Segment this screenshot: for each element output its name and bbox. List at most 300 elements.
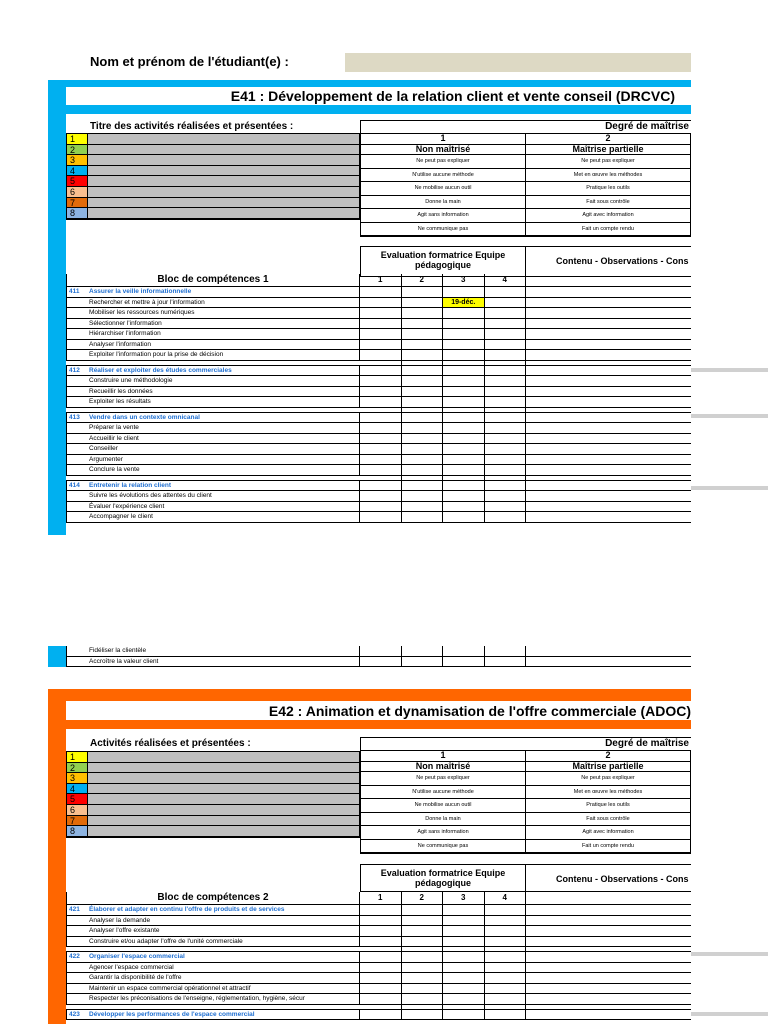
eval-cell[interactable] bbox=[485, 502, 527, 512]
eval-cell[interactable] bbox=[360, 994, 402, 1004]
eval-cell[interactable] bbox=[485, 916, 527, 926]
section-code: 422 bbox=[69, 953, 80, 960]
eval-cell[interactable] bbox=[360, 455, 402, 465]
observation-cell[interactable] bbox=[526, 973, 691, 983]
activity-title-cell[interactable] bbox=[88, 155, 359, 166]
level-name: Maîtrise partielle bbox=[526, 762, 691, 772]
eval-cell[interactable] bbox=[360, 657, 402, 667]
activity-title-cell[interactable] bbox=[88, 763, 359, 774]
eval-cell[interactable] bbox=[360, 937, 402, 947]
observation-cell[interactable] bbox=[526, 397, 691, 407]
observation-cell[interactable] bbox=[526, 350, 691, 360]
observation-cell[interactable] bbox=[526, 465, 691, 475]
eval-cell[interactable] bbox=[360, 905, 402, 915]
observation-cell[interactable] bbox=[526, 657, 691, 667]
level-criterion: Ne communique pas bbox=[361, 840, 526, 853]
eval-cell[interactable] bbox=[443, 905, 485, 915]
eval-cell[interactable] bbox=[485, 952, 527, 962]
eval-cell[interactable] bbox=[360, 408, 402, 412]
eval-cell[interactable] bbox=[443, 366, 485, 376]
eval-cell[interactable] bbox=[402, 905, 444, 915]
observation-cell[interactable] bbox=[526, 937, 691, 947]
eval-cell[interactable] bbox=[485, 994, 527, 1004]
eval-cell[interactable] bbox=[485, 512, 527, 522]
eval-cell[interactable]: 3 bbox=[443, 892, 485, 904]
competence-row bbox=[66, 646, 691, 657]
eval-cell[interactable] bbox=[402, 963, 444, 973]
eval-cell[interactable] bbox=[360, 397, 402, 407]
eval-cell[interactable] bbox=[360, 423, 402, 433]
sheet1-activity-titles[interactable] bbox=[88, 133, 360, 220]
competence-text: Accueillir le client bbox=[89, 434, 139, 442]
eval-cell[interactable] bbox=[360, 361, 402, 365]
eval-cell[interactable] bbox=[485, 366, 527, 376]
observation-cell[interactable] bbox=[526, 1005, 691, 1009]
degree-row bbox=[361, 169, 691, 183]
level-criterion: Donne la main bbox=[361, 813, 526, 826]
level-criterion: Ne peut pas expliquer bbox=[526, 155, 691, 168]
eval-cell[interactable]: 3 bbox=[443, 274, 485, 286]
eval-cell[interactable] bbox=[485, 937, 527, 947]
observation-cell[interactable] bbox=[526, 366, 691, 376]
eval-cell[interactable] bbox=[360, 646, 402, 656]
level-criterion: Agit sans information bbox=[361, 826, 526, 839]
eval-cell[interactable] bbox=[485, 973, 527, 983]
eval-cell[interactable] bbox=[443, 657, 485, 667]
activity-title-cell[interactable] bbox=[88, 198, 359, 209]
eval-cell[interactable] bbox=[485, 423, 527, 433]
eval-cell[interactable] bbox=[402, 646, 444, 656]
eval-cell[interactable] bbox=[485, 408, 527, 412]
eval-cell[interactable] bbox=[402, 481, 444, 491]
competence-text: Rechercher et mettre à jour l'information bbox=[89, 298, 205, 306]
sheet1-continued-band bbox=[48, 646, 66, 667]
gap bbox=[66, 476, 360, 480]
observation-cell[interactable] bbox=[526, 340, 691, 350]
eval-cell[interactable] bbox=[443, 319, 485, 329]
eval-cell[interactable] bbox=[360, 512, 402, 522]
eval-cell[interactable] bbox=[402, 319, 444, 329]
observation-cell[interactable] bbox=[526, 274, 691, 286]
eval-cell[interactable] bbox=[443, 963, 485, 973]
section-code: 413 bbox=[69, 413, 80, 421]
degree-row bbox=[361, 209, 691, 223]
eval-cell[interactable] bbox=[443, 423, 485, 433]
eval-cell[interactable] bbox=[360, 963, 402, 973]
eval-cell[interactable] bbox=[402, 350, 444, 360]
eval-cell[interactable] bbox=[443, 973, 485, 983]
observation-cell[interactable] bbox=[526, 1010, 691, 1020]
observation-cell[interactable] bbox=[526, 298, 691, 308]
eval-cell[interactable] bbox=[443, 926, 485, 936]
eval-cell[interactable] bbox=[360, 984, 402, 994]
level-criterion: Met en œuvre les méthodes bbox=[526, 169, 691, 182]
activity-number: 1 bbox=[67, 134, 87, 145]
eval-cell[interactable] bbox=[485, 481, 527, 491]
eval-cell[interactable] bbox=[402, 512, 444, 522]
eval-cell[interactable] bbox=[402, 502, 444, 512]
degree-row bbox=[361, 182, 691, 196]
observation-cell[interactable] bbox=[526, 361, 691, 365]
level-number: 1 bbox=[361, 134, 526, 144]
activity-title-cell[interactable] bbox=[88, 826, 359, 837]
competence-label bbox=[66, 657, 360, 667]
eval-cell[interactable] bbox=[360, 434, 402, 444]
eval-cell[interactable] bbox=[360, 491, 402, 501]
competence-row bbox=[66, 434, 691, 445]
eval-cell[interactable] bbox=[360, 308, 402, 318]
observation-cell[interactable] bbox=[526, 947, 691, 951]
eval-cell[interactable] bbox=[402, 455, 444, 465]
eval-cell[interactable]: 19-déc. bbox=[443, 298, 485, 308]
eval-cell[interactable] bbox=[402, 1010, 444, 1020]
eval-cell[interactable] bbox=[402, 361, 444, 365]
eval-cell[interactable] bbox=[360, 329, 402, 339]
eval-cell[interactable] bbox=[485, 434, 527, 444]
eval-cell[interactable] bbox=[402, 423, 444, 433]
eval-cell[interactable] bbox=[443, 646, 485, 656]
sheet1-continued-grid bbox=[66, 646, 691, 667]
eval-header: Evaluation formatrice Equipe pédagogique bbox=[360, 864, 526, 892]
eval-cell[interactable] bbox=[402, 973, 444, 983]
section-row bbox=[66, 366, 691, 377]
observation-cell[interactable] bbox=[526, 963, 691, 973]
eval-cell[interactable] bbox=[443, 947, 485, 951]
eval-cell[interactable] bbox=[360, 340, 402, 350]
eval-cell[interactable] bbox=[485, 376, 527, 386]
level-criterion: Ne communique pas bbox=[361, 223, 526, 236]
observation-cell[interactable] bbox=[526, 408, 691, 412]
eval-cell[interactable] bbox=[402, 376, 444, 386]
sheet2-activities-label: Activités réalisées et présentées : bbox=[90, 738, 251, 749]
eval-cell[interactable] bbox=[485, 905, 527, 915]
eval-cell[interactable] bbox=[443, 916, 485, 926]
eval-cell[interactable] bbox=[360, 298, 402, 308]
eval-cell[interactable] bbox=[360, 916, 402, 926]
eval-cell[interactable] bbox=[443, 408, 485, 412]
eval-cell[interactable] bbox=[402, 916, 444, 926]
eval-cell[interactable] bbox=[360, 973, 402, 983]
level-criterion: Fait un compte rendu bbox=[526, 223, 691, 236]
observation-cell[interactable] bbox=[526, 994, 691, 1004]
eval-cell[interactable] bbox=[402, 397, 444, 407]
eval-cell[interactable] bbox=[485, 1010, 527, 1020]
degree-row bbox=[361, 772, 691, 786]
sheet2-activity-titles[interactable] bbox=[88, 751, 360, 838]
degree-row bbox=[361, 762, 691, 773]
eval-cell[interactable] bbox=[402, 308, 444, 318]
competence-label bbox=[66, 465, 360, 475]
activity-title-cell[interactable] bbox=[88, 784, 359, 795]
eval-cell[interactable] bbox=[485, 340, 527, 350]
eval-cell[interactable] bbox=[402, 476, 444, 480]
divider bbox=[691, 1012, 768, 1016]
observation-cell[interactable] bbox=[526, 413, 691, 423]
eval-cell[interactable] bbox=[485, 657, 527, 667]
competence-row bbox=[66, 465, 691, 476]
level-number: 2 bbox=[526, 134, 691, 144]
competence-row bbox=[66, 963, 691, 974]
eval-cell[interactable] bbox=[485, 397, 527, 407]
eval-header: Evaluation formatrice Equipe pédagogique bbox=[360, 246, 526, 277]
sheet1-degree-table bbox=[360, 120, 691, 237]
observation-cell[interactable] bbox=[526, 329, 691, 339]
activity-title-cell[interactable] bbox=[88, 794, 359, 805]
eval-cell[interactable] bbox=[402, 926, 444, 936]
eval-cell[interactable] bbox=[443, 1010, 485, 1020]
eval-cell[interactable] bbox=[360, 502, 402, 512]
observation-cell[interactable] bbox=[526, 434, 691, 444]
eval-cell[interactable] bbox=[485, 947, 527, 951]
observation-cell[interactable] bbox=[526, 892, 691, 904]
eval-cell[interactable]: 2 bbox=[402, 274, 444, 286]
eval-cell[interactable] bbox=[360, 366, 402, 376]
eval-cell[interactable] bbox=[485, 491, 527, 501]
section-code: 411 bbox=[69, 288, 80, 295]
eval-cell[interactable] bbox=[443, 434, 485, 444]
eval-cell[interactable] bbox=[402, 937, 444, 947]
eval-cell[interactable] bbox=[402, 413, 444, 423]
eval-cell[interactable] bbox=[443, 512, 485, 522]
observation-cell[interactable] bbox=[526, 481, 691, 491]
competence-label bbox=[66, 916, 360, 926]
eval-cell[interactable] bbox=[360, 444, 402, 454]
observation-cell[interactable] bbox=[526, 984, 691, 994]
section-name: Élaborer et adapter en continu l'offre de produits et de services bbox=[89, 906, 285, 913]
activity-title-cell[interactable] bbox=[88, 176, 359, 187]
activity-title-cell[interactable] bbox=[88, 805, 359, 816]
eval-cell[interactable] bbox=[443, 340, 485, 350]
level-criterion: N'utilise aucune méthode bbox=[361, 169, 526, 182]
eval-cell[interactable] bbox=[360, 319, 402, 329]
eval-cell[interactable] bbox=[443, 481, 485, 491]
eval-cell[interactable] bbox=[360, 476, 402, 480]
eval-cell[interactable] bbox=[402, 491, 444, 501]
eval-cell[interactable] bbox=[485, 319, 527, 329]
eval-cell[interactable] bbox=[443, 1005, 485, 1009]
eval-cell[interactable] bbox=[360, 952, 402, 962]
eval-cell[interactable] bbox=[485, 308, 527, 318]
eval-cell[interactable] bbox=[443, 350, 485, 360]
eval-cell[interactable] bbox=[485, 984, 527, 994]
competence-row bbox=[66, 512, 691, 523]
eval-cell[interactable] bbox=[360, 387, 402, 397]
activity-number: 4 bbox=[67, 784, 87, 795]
eval-cell[interactable] bbox=[443, 397, 485, 407]
eval-cell[interactable] bbox=[485, 963, 527, 973]
eval-cell[interactable] bbox=[485, 298, 527, 308]
sheet1-grid bbox=[66, 274, 691, 523]
eval-cell[interactable] bbox=[360, 1010, 402, 1020]
eval-cell[interactable] bbox=[443, 502, 485, 512]
eval-cell[interactable]: 4 bbox=[485, 892, 527, 904]
eval-cell[interactable]: 1 bbox=[360, 274, 402, 286]
eval-cell[interactable] bbox=[443, 387, 485, 397]
section-row bbox=[66, 905, 691, 916]
observation-cell[interactable] bbox=[526, 287, 691, 297]
eval-cell[interactable] bbox=[443, 413, 485, 423]
eval-cell[interactable] bbox=[485, 287, 527, 297]
observation-cell[interactable] bbox=[526, 905, 691, 915]
eval-cell[interactable] bbox=[360, 413, 402, 423]
competence-text: Analyser l'offre existante bbox=[89, 927, 160, 934]
activity-title-cell[interactable] bbox=[88, 166, 359, 177]
observation-cell[interactable] bbox=[526, 387, 691, 397]
eval-cell[interactable] bbox=[443, 361, 485, 365]
eval-cell[interactable] bbox=[443, 476, 485, 480]
sheet2-orange-strip bbox=[66, 720, 691, 729]
observation-cell[interactable] bbox=[526, 444, 691, 454]
competence-label bbox=[66, 512, 360, 522]
eval-cell[interactable] bbox=[485, 646, 527, 656]
competence-row bbox=[66, 502, 691, 513]
eval-cell[interactable] bbox=[485, 465, 527, 475]
eval-cell[interactable] bbox=[443, 984, 485, 994]
eval-cell[interactable] bbox=[443, 455, 485, 465]
activity-title-cell[interactable] bbox=[88, 773, 359, 784]
eval-cell[interactable] bbox=[360, 376, 402, 386]
divider bbox=[691, 414, 768, 418]
eval-cell[interactable] bbox=[485, 413, 527, 423]
eval-cell[interactable] bbox=[485, 476, 527, 480]
eval-cell[interactable] bbox=[402, 408, 444, 412]
competence-label bbox=[66, 491, 360, 501]
eval-cell[interactable] bbox=[485, 455, 527, 465]
eval-cell[interactable] bbox=[443, 308, 485, 318]
eval-cell[interactable] bbox=[443, 952, 485, 962]
eval-cell[interactable] bbox=[402, 444, 444, 454]
section-code: 412 bbox=[69, 366, 80, 374]
eval-cell[interactable]: 2 bbox=[402, 892, 444, 904]
competence-row bbox=[66, 994, 691, 1005]
eval-cell[interactable] bbox=[402, 366, 444, 376]
section-title bbox=[66, 481, 360, 491]
level-criterion: N'utilise aucune méthode bbox=[361, 786, 526, 799]
eval-cell[interactable] bbox=[402, 340, 444, 350]
eval-cell[interactable] bbox=[402, 1005, 444, 1009]
level-criterion: Pratique les outils bbox=[526, 182, 691, 195]
level-criterion: Met en œuvre les méthodes bbox=[526, 786, 691, 799]
competence-text: Accroître la valeur client bbox=[89, 657, 159, 665]
activity-number: 5 bbox=[67, 176, 87, 187]
eval-cell[interactable] bbox=[402, 329, 444, 339]
observation-cell[interactable] bbox=[526, 491, 691, 501]
eval-cell[interactable] bbox=[485, 350, 527, 360]
competence-text: Agencer l'espace commercial bbox=[89, 963, 174, 971]
competence-row bbox=[66, 329, 691, 340]
eval-cell[interactable] bbox=[443, 287, 485, 297]
eval-cell[interactable]: 1 bbox=[360, 892, 402, 904]
section-title bbox=[66, 952, 360, 962]
eval-cell[interactable] bbox=[485, 329, 527, 339]
sheet2-activity-numbers bbox=[66, 751, 88, 838]
activity-title-cell[interactable] bbox=[88, 752, 359, 763]
level-name: Maîtrise partielle bbox=[526, 145, 691, 155]
eval-cell[interactable] bbox=[443, 444, 485, 454]
activity-title-cell[interactable] bbox=[88, 187, 359, 198]
eval-cell[interactable] bbox=[402, 387, 444, 397]
observation-cell[interactable] bbox=[526, 952, 691, 962]
observation-cell[interactable] bbox=[526, 476, 691, 480]
divider bbox=[691, 368, 768, 372]
eval-cell[interactable] bbox=[402, 952, 444, 962]
eval-cell[interactable] bbox=[360, 287, 402, 297]
activity-title-cell[interactable] bbox=[88, 816, 359, 827]
eval-cell[interactable] bbox=[443, 329, 485, 339]
eval-cell[interactable] bbox=[402, 287, 444, 297]
eval-cell[interactable] bbox=[485, 1005, 527, 1009]
eval-cell[interactable] bbox=[360, 465, 402, 475]
eval-cell[interactable] bbox=[485, 444, 527, 454]
observation-cell[interactable] bbox=[526, 308, 691, 318]
degree-row bbox=[361, 751, 691, 762]
competence-text: Recueillir les données bbox=[89, 387, 153, 395]
competence-row bbox=[66, 387, 691, 398]
observation-cell[interactable] bbox=[526, 319, 691, 329]
eval-cell[interactable] bbox=[360, 481, 402, 491]
level-criterion: Donne la main bbox=[361, 196, 526, 209]
eval-cell[interactable] bbox=[402, 984, 444, 994]
eval-cell[interactable] bbox=[402, 465, 444, 475]
competence-label bbox=[66, 984, 360, 994]
observation-cell[interactable] bbox=[526, 455, 691, 465]
activity-number: 4 bbox=[67, 166, 87, 177]
eval-cell[interactable] bbox=[402, 994, 444, 1004]
eval-cell[interactable]: 4 bbox=[485, 274, 527, 286]
competence-row bbox=[66, 657, 691, 668]
activity-title-cell[interactable] bbox=[88, 208, 359, 219]
competence-label bbox=[66, 963, 360, 973]
sheet1-title: E41 : Développement de la relation client et vente conseil (DRCVC) bbox=[230, 88, 675, 104]
observation-cell[interactable] bbox=[526, 646, 691, 656]
eval-cell[interactable] bbox=[402, 298, 444, 308]
competence-row bbox=[66, 984, 691, 995]
competence-text: Conclure la vente bbox=[89, 466, 140, 473]
observation-cell[interactable] bbox=[526, 926, 691, 936]
eval-cell[interactable] bbox=[485, 387, 527, 397]
eval-cell[interactable] bbox=[360, 350, 402, 360]
eval-cell[interactable] bbox=[443, 465, 485, 475]
observation-cell[interactable] bbox=[526, 423, 691, 433]
activity-title-cell[interactable] bbox=[88, 145, 359, 156]
observation-cell[interactable] bbox=[526, 512, 691, 522]
eval-cell[interactable] bbox=[402, 947, 444, 951]
section-title bbox=[66, 287, 360, 297]
activity-title-cell[interactable] bbox=[88, 134, 359, 145]
gap bbox=[66, 408, 360, 412]
eval-cell[interactable] bbox=[360, 926, 402, 936]
eval-cell[interactable] bbox=[402, 434, 444, 444]
observation-cell[interactable] bbox=[526, 916, 691, 926]
section-row bbox=[66, 413, 691, 424]
observation-cell[interactable] bbox=[526, 376, 691, 386]
eval-cell[interactable] bbox=[485, 361, 527, 365]
eval-cell[interactable] bbox=[360, 1005, 402, 1009]
competence-label bbox=[66, 308, 360, 318]
degree-row bbox=[361, 840, 691, 854]
eval-cell[interactable] bbox=[485, 926, 527, 936]
level-criterion: Ne peut pas expliquer bbox=[361, 772, 526, 785]
student-name-field[interactable] bbox=[345, 53, 691, 72]
observation-cell[interactable] bbox=[526, 502, 691, 512]
eval-cell[interactable] bbox=[360, 947, 402, 951]
eval-cell[interactable] bbox=[443, 937, 485, 947]
section-row bbox=[66, 1010, 691, 1021]
eval-cell[interactable] bbox=[402, 657, 444, 667]
eval-cell[interactable] bbox=[443, 994, 485, 1004]
eval-cell[interactable] bbox=[443, 491, 485, 501]
eval-cell[interactable] bbox=[443, 376, 485, 386]
